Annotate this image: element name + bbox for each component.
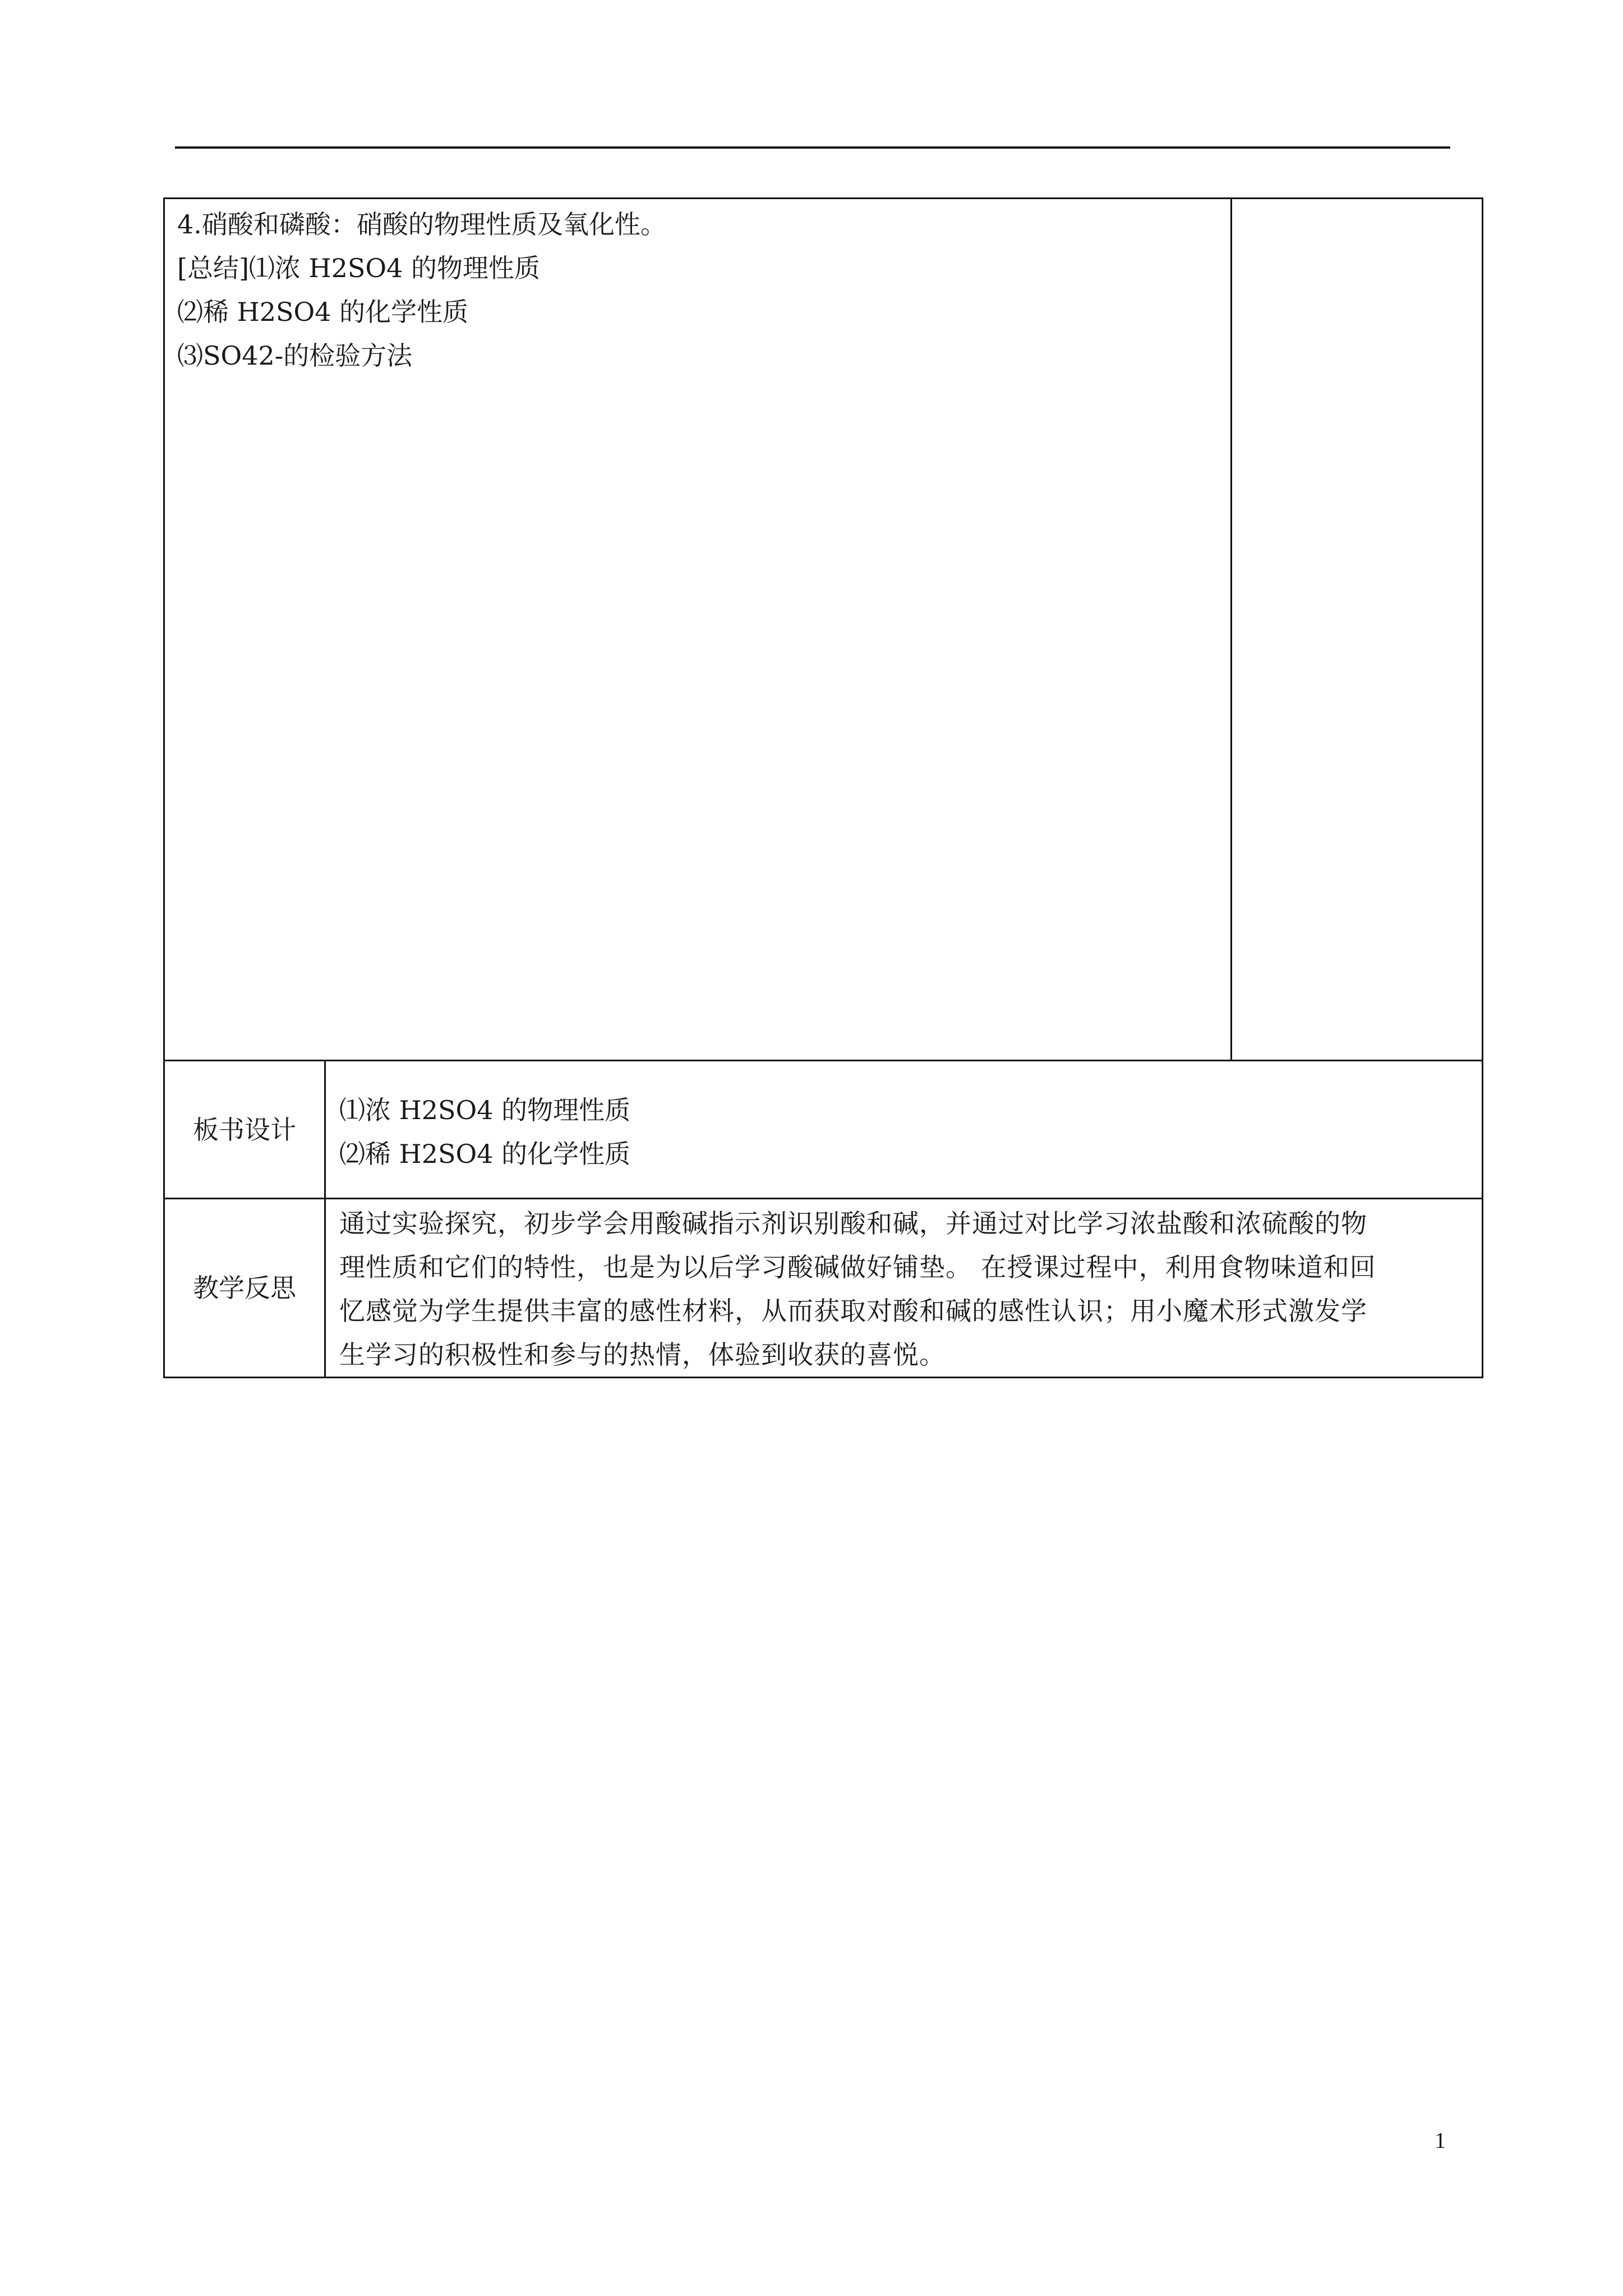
board-line: ⑴浓 H2SO4 的物理性质 <box>339 1095 631 1125</box>
lesson-plan-table <box>163 197 1483 1378</box>
reflection-line: 通过实验探究，初步学会用酸碱指示剂识别酸和碱，并通过对比学习浓盐酸和浓硫酸的物 <box>339 1208 1367 1239</box>
content-row <box>164 199 1483 1061</box>
board-line: ⑵稀 H2SO4 的化学性质 <box>339 1139 631 1169</box>
content-cell <box>164 199 1232 1061</box>
board-design-cell <box>325 1061 1483 1199</box>
page-number: 1 <box>1435 2128 1446 2153</box>
summary-line: ⑶SO42-的检验方法 <box>177 341 413 371</box>
header-rule <box>175 146 1450 149</box>
summary-line: ⑵稀 H2SO4 的化学性质 <box>177 297 469 327</box>
teaching-reflection-cell <box>325 1199 1483 1378</box>
teaching-reflection-label: 教学反思 <box>164 1199 325 1378</box>
content-line: 4.硝酸和磷酸：硝酸的物理性质及氧化性。 <box>177 209 666 240</box>
side-notes-cell <box>1232 199 1483 1061</box>
reflection-line: 生学习的积极性和参与的热情，体验到收获的喜悦。 <box>339 1340 946 1370</box>
board-design-label: 板书设计 <box>164 1061 325 1199</box>
reflection-line: 理性质和它们的特性，也是为以后学习酸碱做好铺垫。 在授课过程中，利用食物味道和回 <box>339 1252 1376 1282</box>
board-design-row <box>164 1061 1483 1199</box>
summary-line: [总结]⑴浓 H2SO4 的物理性质 <box>177 253 541 283</box>
reflection-line: 忆感觉为学生提供丰富的感性材料，从而获取对酸和碱的感性认识；用小魔术形式激发学 <box>339 1296 1367 1326</box>
teaching-reflection-row <box>164 1199 1483 1378</box>
